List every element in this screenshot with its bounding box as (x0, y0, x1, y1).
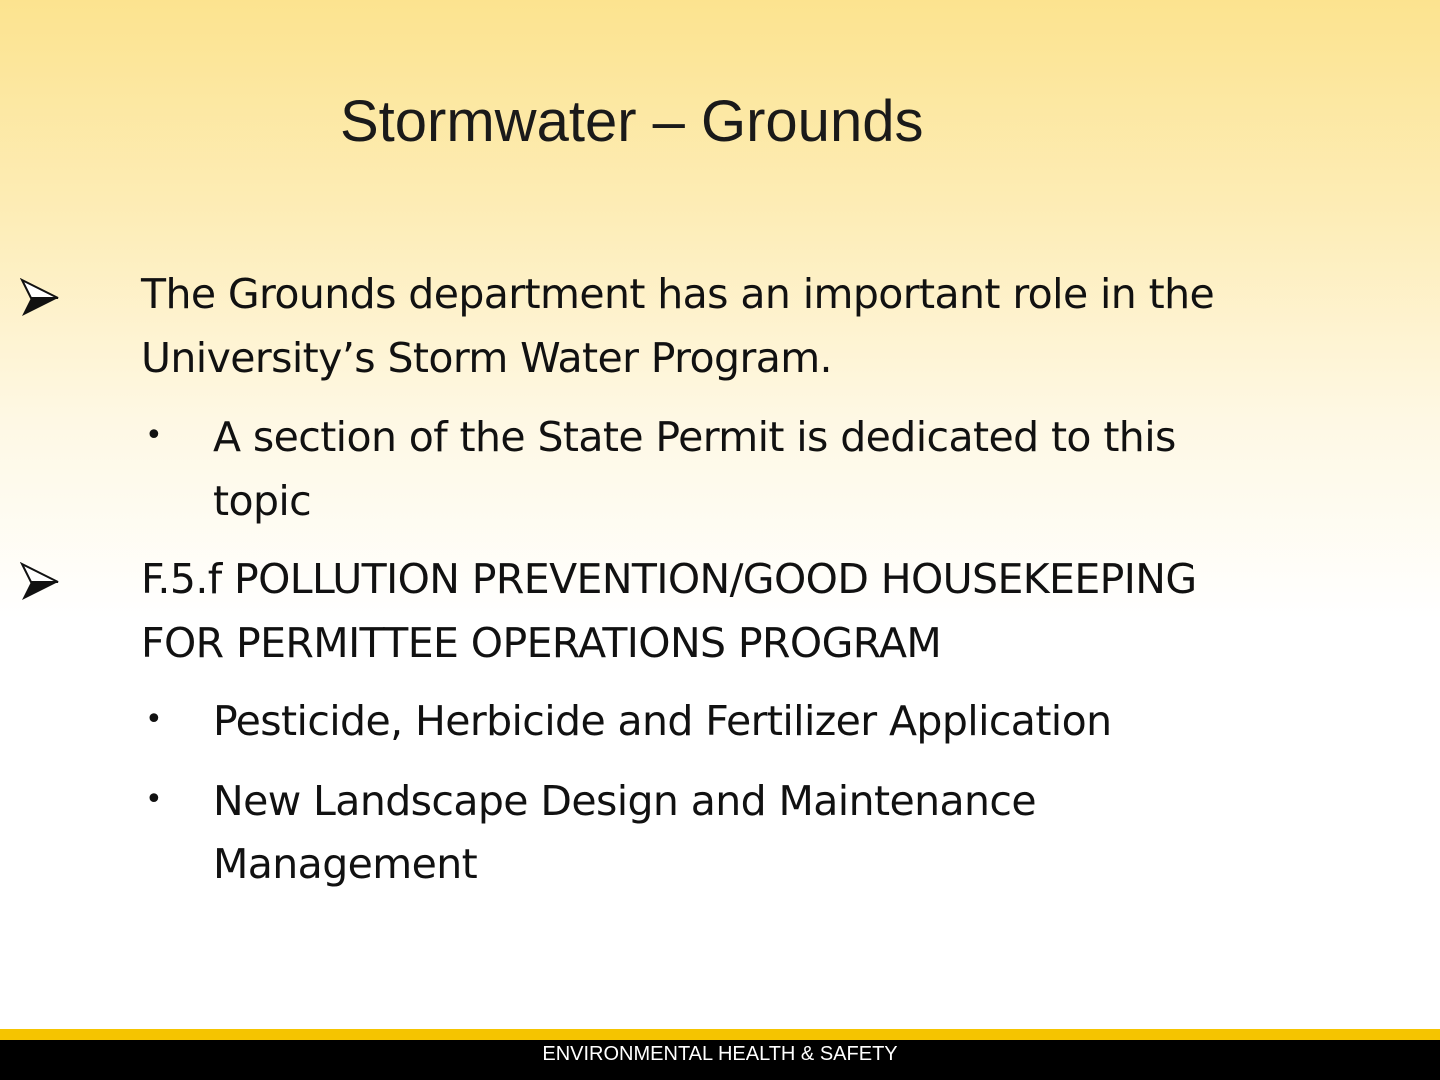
bullet-1-sub-1-line-1: A section of the State Permit is dedicated to this (213, 413, 1176, 461)
bullet-1-sub-1-line-2: topic (213, 477, 312, 525)
arrow-bullet-icon (20, 562, 60, 602)
slide-title: Stormwater – Grounds (340, 89, 924, 154)
bullet-2-sub-2-line-1: New Landscape Design and Maintenance (213, 777, 1036, 825)
bullet-2-sub-1-line-1: Pesticide, Herbicide and Fertilizer Application (213, 697, 1112, 745)
footer-stripe (0, 1029, 1440, 1040)
bullet-2-sub-2-line-2: Management (213, 840, 478, 888)
footer-text: ENVIRONMENTAL HEALTH & SAFETY (542, 1043, 898, 1065)
arrow-bullet-icon (20, 278, 60, 318)
dot-bullet-icon: • (145, 418, 163, 453)
bullet-2-line-1: F.5.f POLLUTION PREVENTION/GOOD HOUSEKEEPING (141, 555, 1197, 603)
bullet-1-line-1: The Grounds department has an important role in the (141, 270, 1215, 318)
dot-bullet-icon: • (145, 702, 163, 737)
bullet-2-line-2: FOR PERMITTEE OPERATIONS PROGRAM (141, 619, 942, 667)
dot-bullet-icon: • (145, 782, 163, 817)
bullet-1-line-2: University’s Storm Water Program. (141, 334, 832, 382)
